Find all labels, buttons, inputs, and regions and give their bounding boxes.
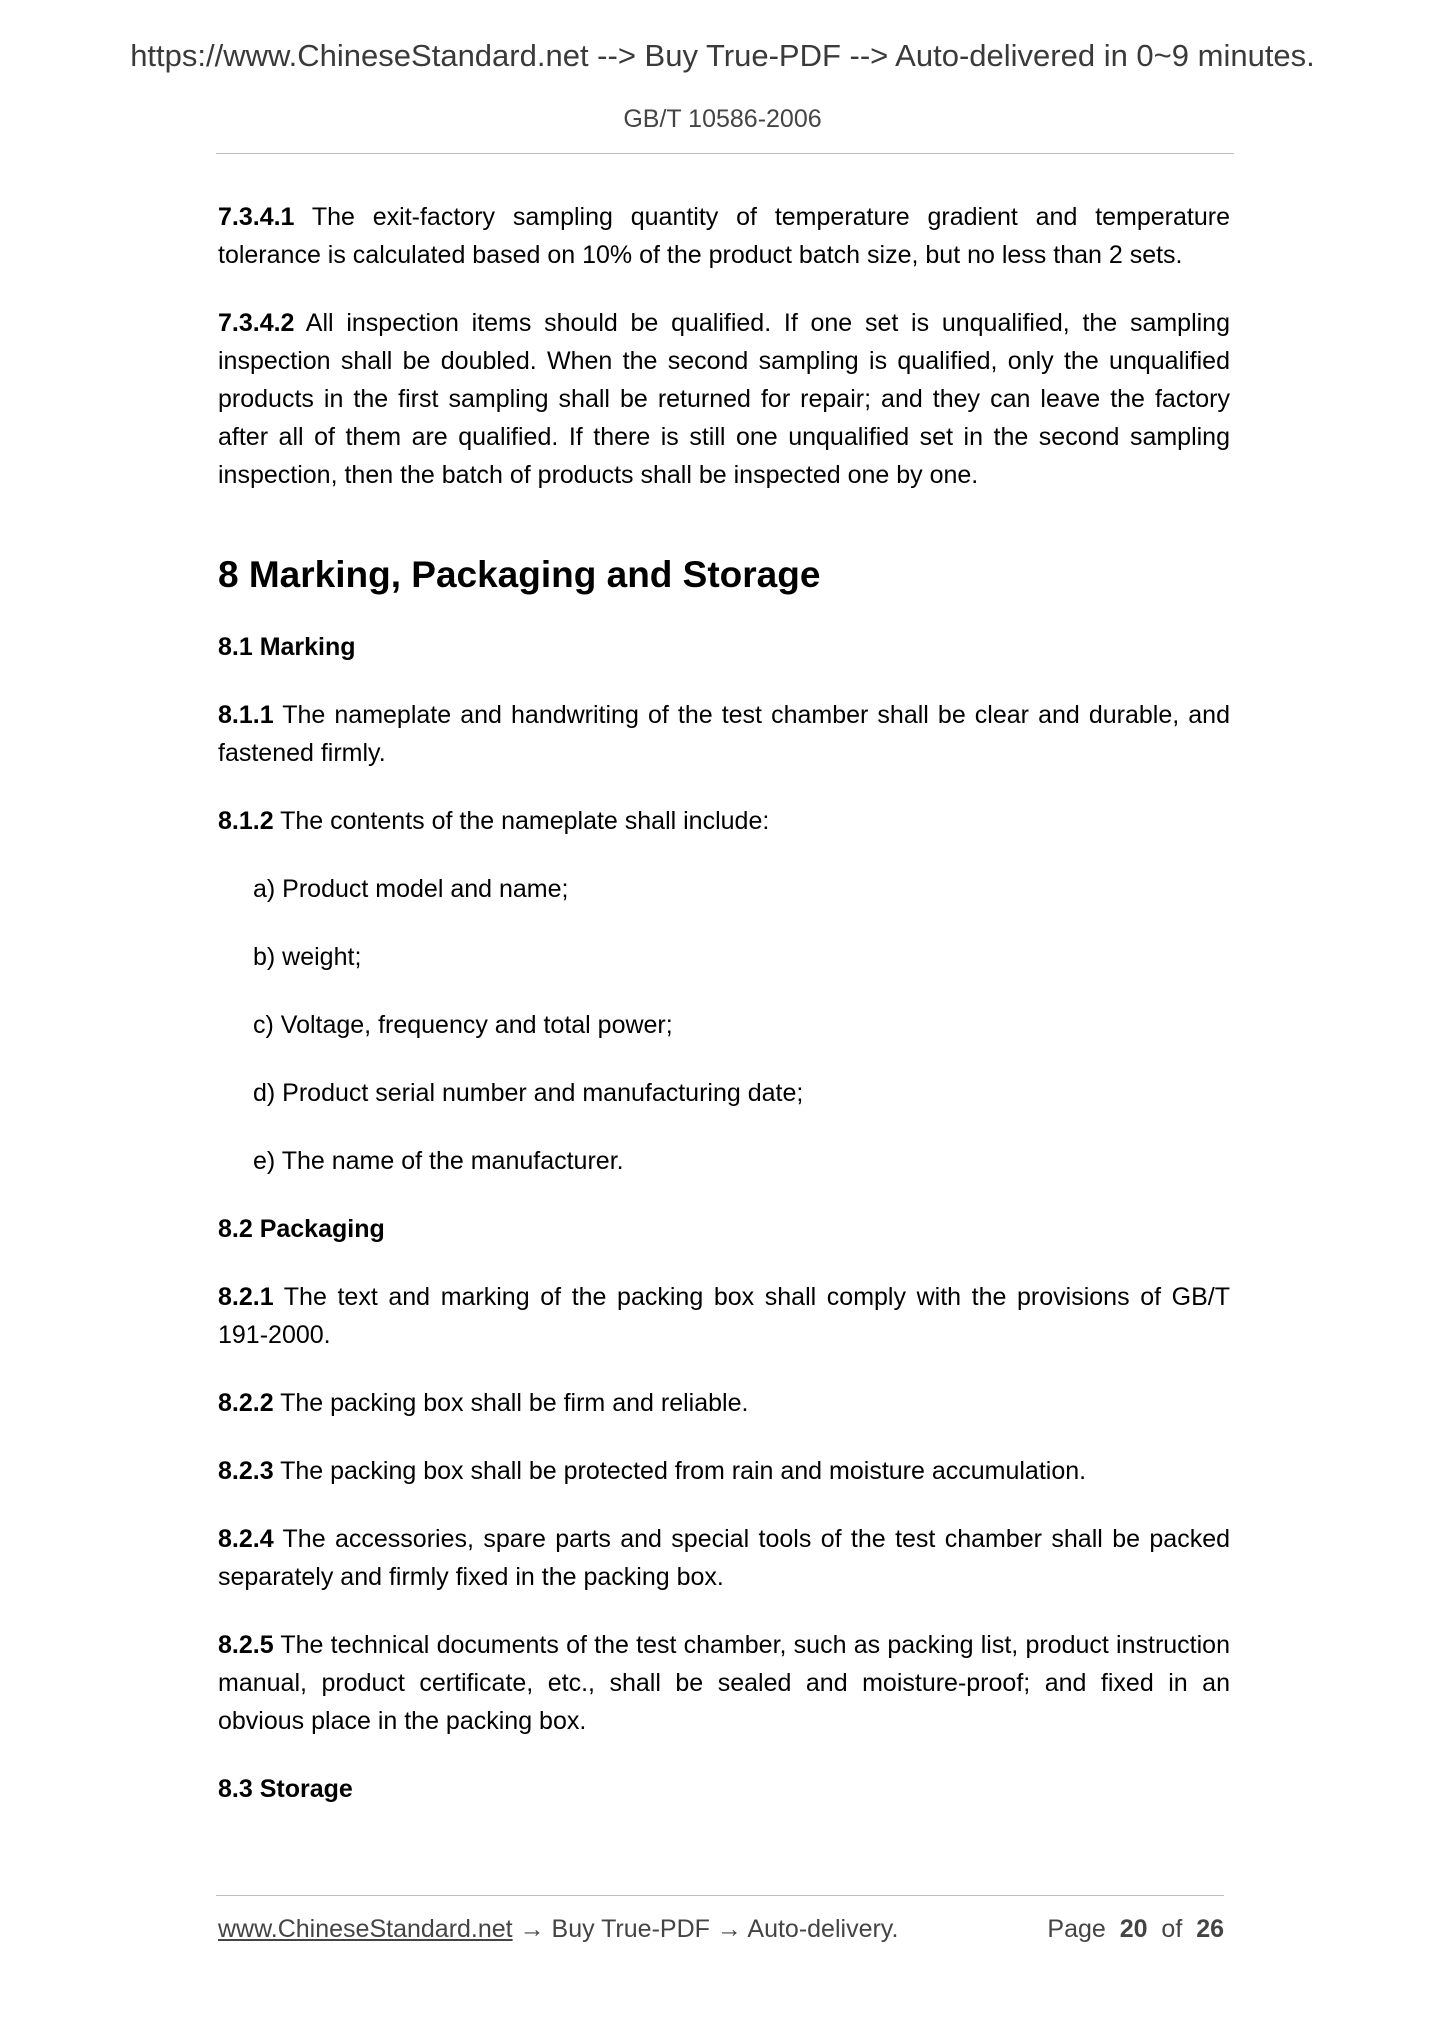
list-item: e) The name of the manufacturer. [253,1147,624,1175]
page-total: 26 [1196,1915,1224,1943]
list-item: a) Product model and name; [253,875,569,903]
list-item: d) Product serial number and manufacturing date; [253,1079,804,1107]
list-item: c) Voltage, frequency and total power; [253,1011,673,1039]
clause-text: The technical documents of the test chamber, such as packing list, product instruction manual, product certificate, etc., shall be sealed and moisture-proof; and fixed in an obvious place in the packing box. [218,1631,1230,1735]
page-footer [218,1915,1224,1951]
clause-text: The contents of the nameplate shall include: [273,807,770,835]
section-8-2-title: 8.2 Packaging [218,1215,385,1243]
clause-number: 8.2.1 [218,1283,274,1311]
clause-text: The accessories, spare parts and special tools of the test chamber shall be packed separately and firmly fixed in the packing box. [218,1525,1230,1591]
clause-8-1-2 [218,802,1230,840]
document-code: GB/T 10586-2006 [623,105,822,133]
clause-text: The nameplate and handwriting of the test chamber shall be clear and durable, and fastened firmly. [218,701,1230,767]
clause-number: 7.3.4.1 [218,203,295,231]
clause-8-2-5 [218,1626,1230,1740]
page-current: 20 [1119,1915,1148,1943]
section-8-title: 8 Marking, Packaging and Storage [218,554,821,595]
clause-number: 8.2.5 [218,1631,274,1659]
page-label: Page [1047,1915,1106,1943]
clause-number: 8.1.2 [218,807,274,835]
clause-7-3-4-2 [218,304,1230,494]
page-indicator [1047,1915,1224,1944]
clause-number: 8.2.2 [218,1389,274,1417]
clause-number: 8.2.4 [218,1525,274,1553]
clause-8-1-1 [218,696,1230,772]
clause-8-2-1 [218,1278,1230,1354]
footer-tagline: → Buy True-PDF → Auto-delivery. [512,1915,899,1943]
site-link[interactable]: www.ChineseStandard.net [218,1915,513,1943]
section-8-3-title: 8.3 Storage [218,1775,353,1803]
clause-number: 7.3.4.2 [218,309,295,337]
clause-8-2-2 [218,1384,1230,1422]
header-banner: https://www.ChineseStandard.net --> Buy True-PDF --> Auto-delivered in 0~9 minutes. [130,38,1315,73]
page-content [218,198,1230,1808]
clause-text: All inspection items should be qualified. If one set is unqualified, the sampling inspection shall be doubled. When the second sampling is qualified, only the unqualified products in the first sampling shall be returned for repair; and they can leave the factory after all of them are qualified. If there is still one unqualified set in the second sampling inspection, then the batch of products shall be inspected one by one. [218,309,1230,489]
clause-text: The text and marking of the packing box shall comply with the provisions of GB/T 191-2000. [218,1283,1230,1349]
clause-text: The packing box shall be protected from rain and moisture accumulation. [273,1457,1087,1485]
header-divider [216,153,1234,154]
clause-text: The exit-factory sampling quantity of temperature gradient and temperature tolerance is calculated based on 10% of the product batch size, but no less than 2 sets. [218,203,1230,269]
clause-8-2-3 [218,1452,1230,1490]
of-label: of [1161,1915,1183,1943]
clause-number: 8.1.1 [218,701,274,729]
section-8-1-title: 8.1 Marking [218,633,356,661]
clause-number: 8.2.3 [218,1457,274,1485]
footer-divider [216,1895,1224,1896]
clause-8-2-4 [218,1520,1230,1596]
clause-text: The packing box shall be firm and reliable. [273,1389,749,1417]
list-item: b) weight; [253,943,362,971]
clause-7-3-4-1 [218,198,1230,274]
